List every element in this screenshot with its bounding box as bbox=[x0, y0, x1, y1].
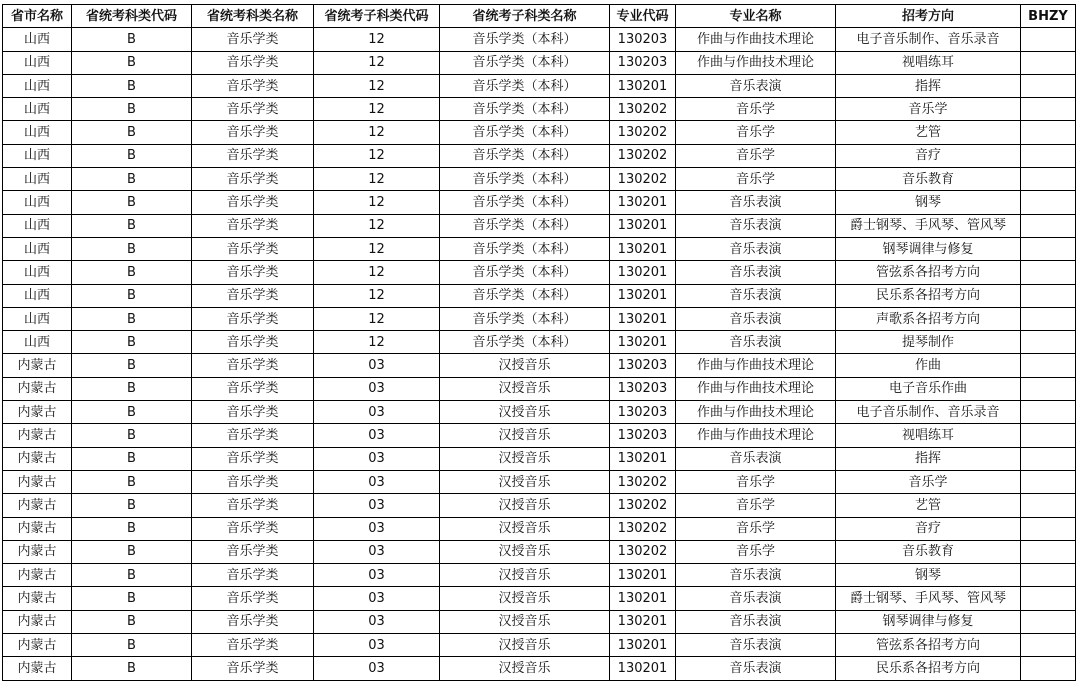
province-cell: 山西 bbox=[3, 307, 72, 330]
direction-cell: 钢琴 bbox=[836, 564, 1021, 587]
table-row bbox=[3, 168, 1076, 191]
bhzy-cell bbox=[1021, 424, 1076, 447]
province-cell: 内蒙古 bbox=[3, 564, 72, 587]
category-name-cell: 音乐学类 bbox=[192, 191, 314, 214]
table-row bbox=[3, 354, 1076, 377]
major-code-cell: 130202 bbox=[610, 121, 676, 144]
major-name-cell: 音乐表演 bbox=[676, 587, 836, 610]
category-code-cell: B bbox=[72, 517, 192, 540]
subcategory-code-cell: 03 bbox=[314, 587, 440, 610]
major-code-cell: 130201 bbox=[610, 307, 676, 330]
subcategory-name-cell: 音乐学类（本科） bbox=[440, 307, 610, 330]
bhzy-cell bbox=[1021, 51, 1076, 74]
major-name-cell: 音乐表演 bbox=[676, 284, 836, 307]
table-row bbox=[3, 401, 1076, 424]
subcategory-code-cell: 12 bbox=[314, 261, 440, 284]
table-row bbox=[3, 517, 1076, 540]
direction-cell: 视唱练耳 bbox=[836, 51, 1021, 74]
province-cell: 内蒙古 bbox=[3, 377, 72, 400]
header-direction: 招考方向 bbox=[836, 5, 1021, 28]
table-row bbox=[3, 51, 1076, 74]
major-name-cell: 音乐表演 bbox=[676, 564, 836, 587]
table-row bbox=[3, 121, 1076, 144]
major-code-cell: 130203 bbox=[610, 424, 676, 447]
category-code-cell: B bbox=[72, 470, 192, 493]
direction-cell: 音乐教育 bbox=[836, 540, 1021, 563]
subcategory-name-cell: 汉授音乐 bbox=[440, 377, 610, 400]
subcategory-name-cell: 汉授音乐 bbox=[440, 517, 610, 540]
major-code-cell: 130201 bbox=[610, 331, 676, 354]
table-row bbox=[3, 144, 1076, 167]
category-name-cell: 音乐学类 bbox=[192, 284, 314, 307]
category-name-cell: 音乐学类 bbox=[192, 237, 314, 260]
province-cell: 内蒙古 bbox=[3, 657, 72, 680]
category-name-cell: 音乐学类 bbox=[192, 564, 314, 587]
table-row bbox=[3, 610, 1076, 633]
direction-cell: 音乐学 bbox=[836, 470, 1021, 493]
subcategory-code-cell: 03 bbox=[314, 494, 440, 517]
category-name-cell: 音乐学类 bbox=[192, 610, 314, 633]
province-cell: 内蒙古 bbox=[3, 610, 72, 633]
subcategory-name-cell: 汉授音乐 bbox=[440, 401, 610, 424]
province-cell: 内蒙古 bbox=[3, 517, 72, 540]
bhzy-cell bbox=[1021, 564, 1076, 587]
subcategory-code-cell: 03 bbox=[314, 424, 440, 447]
subcategory-name-cell: 汉授音乐 bbox=[440, 634, 610, 657]
header-major-code: 专业代码 bbox=[610, 5, 676, 28]
category-name-cell: 音乐学类 bbox=[192, 307, 314, 330]
subcategory-name-cell: 汉授音乐 bbox=[440, 470, 610, 493]
major-name-cell: 音乐表演 bbox=[676, 261, 836, 284]
table-row bbox=[3, 331, 1076, 354]
subcategory-name-cell: 音乐学类（本科） bbox=[440, 51, 610, 74]
major-code-cell: 130201 bbox=[610, 284, 676, 307]
table-row bbox=[3, 657, 1076, 680]
category-code-cell: B bbox=[72, 331, 192, 354]
subcategory-code-cell: 03 bbox=[314, 377, 440, 400]
major-code-cell: 130202 bbox=[610, 517, 676, 540]
bhzy-cell bbox=[1021, 447, 1076, 470]
province-cell: 山西 bbox=[3, 51, 72, 74]
header-province: 省市名称 bbox=[3, 5, 72, 28]
bhzy-cell bbox=[1021, 28, 1076, 51]
major-code-cell: 130202 bbox=[610, 168, 676, 191]
bhzy-cell bbox=[1021, 470, 1076, 493]
table-row bbox=[3, 587, 1076, 610]
category-name-cell: 音乐学类 bbox=[192, 98, 314, 121]
category-code-cell: B bbox=[72, 377, 192, 400]
bhzy-cell bbox=[1021, 98, 1076, 121]
major-name-cell: 作曲与作曲技术理论 bbox=[676, 401, 836, 424]
category-name-cell: 音乐学类 bbox=[192, 401, 314, 424]
province-cell: 内蒙古 bbox=[3, 424, 72, 447]
subcategory-name-cell: 音乐学类（本科） bbox=[440, 331, 610, 354]
province-cell: 内蒙古 bbox=[3, 587, 72, 610]
major-code-cell: 130202 bbox=[610, 144, 676, 167]
bhzy-cell bbox=[1021, 587, 1076, 610]
table-row bbox=[3, 377, 1076, 400]
table-row bbox=[3, 191, 1076, 214]
direction-cell: 管弦系各招考方向 bbox=[836, 261, 1021, 284]
direction-cell: 钢琴调律与修复 bbox=[836, 610, 1021, 633]
table-row bbox=[3, 237, 1076, 260]
subcategory-code-cell: 12 bbox=[314, 214, 440, 237]
province-cell: 山西 bbox=[3, 331, 72, 354]
direction-cell: 钢琴调律与修复 bbox=[836, 237, 1021, 260]
subcategory-name-cell: 音乐学类（本科） bbox=[440, 168, 610, 191]
direction-cell: 艺管 bbox=[836, 121, 1021, 144]
category-code-cell: B bbox=[72, 237, 192, 260]
major-name-cell: 音乐表演 bbox=[676, 307, 836, 330]
subcategory-code-cell: 12 bbox=[314, 331, 440, 354]
major-code-cell: 130201 bbox=[610, 237, 676, 260]
category-code-cell: B bbox=[72, 354, 192, 377]
province-cell: 山西 bbox=[3, 144, 72, 167]
major-name-cell: 音乐表演 bbox=[676, 191, 836, 214]
bhzy-cell bbox=[1021, 610, 1076, 633]
direction-cell: 电子音乐作曲 bbox=[836, 377, 1021, 400]
major-code-cell: 130203 bbox=[610, 401, 676, 424]
province-cell: 内蒙古 bbox=[3, 540, 72, 563]
bhzy-cell bbox=[1021, 517, 1076, 540]
province-cell: 内蒙古 bbox=[3, 447, 72, 470]
major-code-cell: 130203 bbox=[610, 354, 676, 377]
table-row bbox=[3, 28, 1076, 51]
category-name-cell: 音乐学类 bbox=[192, 261, 314, 284]
bhzy-cell bbox=[1021, 634, 1076, 657]
major-name-cell: 音乐表演 bbox=[676, 447, 836, 470]
major-name-cell: 音乐学 bbox=[676, 144, 836, 167]
subcategory-name-cell: 音乐学类（本科） bbox=[440, 121, 610, 144]
category-name-cell: 音乐学类 bbox=[192, 354, 314, 377]
direction-cell: 管弦系各招考方向 bbox=[836, 634, 1021, 657]
category-name-cell: 音乐学类 bbox=[192, 121, 314, 144]
category-code-cell: B bbox=[72, 121, 192, 144]
province-cell: 山西 bbox=[3, 74, 72, 97]
subcategory-name-cell: 汉授音乐 bbox=[440, 424, 610, 447]
table-body bbox=[3, 28, 1076, 680]
bhzy-cell bbox=[1021, 494, 1076, 517]
major-name-cell: 作曲与作曲技术理论 bbox=[676, 51, 836, 74]
category-code-cell: B bbox=[72, 98, 192, 121]
header-subcategory-name: 省统考子科类名称 bbox=[440, 5, 610, 28]
major-name-cell: 音乐表演 bbox=[676, 657, 836, 680]
direction-cell: 提琴制作 bbox=[836, 331, 1021, 354]
subcategory-code-cell: 03 bbox=[314, 610, 440, 633]
major-name-cell: 作曲与作曲技术理论 bbox=[676, 354, 836, 377]
table-row bbox=[3, 424, 1076, 447]
subcategory-name-cell: 音乐学类（本科） bbox=[440, 28, 610, 51]
subcategory-name-cell: 汉授音乐 bbox=[440, 494, 610, 517]
major-code-cell: 130203 bbox=[610, 377, 676, 400]
category-code-cell: B bbox=[72, 144, 192, 167]
category-name-cell: 音乐学类 bbox=[192, 331, 314, 354]
subcategory-code-cell: 03 bbox=[314, 517, 440, 540]
province-cell: 山西 bbox=[3, 261, 72, 284]
subcategory-code-cell: 03 bbox=[314, 564, 440, 587]
category-name-cell: 音乐学类 bbox=[192, 377, 314, 400]
category-name-cell: 音乐学类 bbox=[192, 634, 314, 657]
major-name-cell: 音乐表演 bbox=[676, 331, 836, 354]
category-code-cell: B bbox=[72, 494, 192, 517]
subcategory-code-cell: 12 bbox=[314, 28, 440, 51]
direction-cell: 指挥 bbox=[836, 447, 1021, 470]
category-name-cell: 音乐学类 bbox=[192, 587, 314, 610]
direction-cell: 爵士钢琴、手风琴、管风琴 bbox=[836, 214, 1021, 237]
province-cell: 内蒙古 bbox=[3, 634, 72, 657]
subcategory-name-cell: 音乐学类（本科） bbox=[440, 237, 610, 260]
direction-cell: 爵士钢琴、手风琴、管风琴 bbox=[836, 587, 1021, 610]
direction-cell: 音疗 bbox=[836, 517, 1021, 540]
subcategory-code-cell: 12 bbox=[314, 191, 440, 214]
major-name-cell: 音乐学 bbox=[676, 168, 836, 191]
category-code-cell: B bbox=[72, 610, 192, 633]
direction-cell: 钢琴 bbox=[836, 191, 1021, 214]
header-subcategory-code: 省统考子科类代码 bbox=[314, 5, 440, 28]
category-code-cell: B bbox=[72, 191, 192, 214]
major-name-cell: 音乐表演 bbox=[676, 610, 836, 633]
major-name-cell: 作曲与作曲技术理论 bbox=[676, 377, 836, 400]
subcategory-name-cell: 音乐学类（本科） bbox=[440, 74, 610, 97]
category-code-cell: B bbox=[72, 168, 192, 191]
major-name-cell: 作曲与作曲技术理论 bbox=[676, 424, 836, 447]
major-code-cell: 130202 bbox=[610, 494, 676, 517]
direction-cell: 作曲 bbox=[836, 354, 1021, 377]
major-name-cell: 音乐表演 bbox=[676, 634, 836, 657]
admissions-table bbox=[2, 4, 1076, 681]
table-row bbox=[3, 284, 1076, 307]
direction-cell: 电子音乐制作、音乐录音 bbox=[836, 401, 1021, 424]
category-code-cell: B bbox=[72, 307, 192, 330]
category-name-cell: 音乐学类 bbox=[192, 540, 314, 563]
category-code-cell: B bbox=[72, 564, 192, 587]
province-cell: 山西 bbox=[3, 28, 72, 51]
category-code-cell: B bbox=[72, 261, 192, 284]
subcategory-code-cell: 12 bbox=[314, 237, 440, 260]
category-name-cell: 音乐学类 bbox=[192, 51, 314, 74]
direction-cell: 音乐学 bbox=[836, 98, 1021, 121]
province-cell: 内蒙古 bbox=[3, 470, 72, 493]
major-code-cell: 130201 bbox=[610, 191, 676, 214]
province-cell: 内蒙古 bbox=[3, 401, 72, 424]
header-category-name: 省统考科类名称 bbox=[192, 5, 314, 28]
subcategory-name-cell: 汉授音乐 bbox=[440, 540, 610, 563]
table-row bbox=[3, 447, 1076, 470]
bhzy-cell bbox=[1021, 237, 1076, 260]
header-row bbox=[3, 5, 1076, 28]
major-code-cell: 130201 bbox=[610, 657, 676, 680]
direction-cell: 音疗 bbox=[836, 144, 1021, 167]
major-name-cell: 音乐学 bbox=[676, 540, 836, 563]
table-row bbox=[3, 307, 1076, 330]
bhzy-cell bbox=[1021, 261, 1076, 284]
direction-cell: 视唱练耳 bbox=[836, 424, 1021, 447]
subcategory-name-cell: 汉授音乐 bbox=[440, 564, 610, 587]
major-code-cell: 130201 bbox=[610, 610, 676, 633]
category-name-cell: 音乐学类 bbox=[192, 517, 314, 540]
bhzy-cell bbox=[1021, 74, 1076, 97]
major-name-cell: 音乐表演 bbox=[676, 74, 836, 97]
direction-cell: 指挥 bbox=[836, 74, 1021, 97]
bhzy-cell bbox=[1021, 401, 1076, 424]
bhzy-cell bbox=[1021, 540, 1076, 563]
bhzy-cell bbox=[1021, 377, 1076, 400]
subcategory-code-cell: 12 bbox=[314, 51, 440, 74]
subcategory-name-cell: 音乐学类（本科） bbox=[440, 191, 610, 214]
direction-cell: 艺管 bbox=[836, 494, 1021, 517]
table-row bbox=[3, 74, 1076, 97]
category-code-cell: B bbox=[72, 401, 192, 424]
major-name-cell: 作曲与作曲技术理论 bbox=[676, 28, 836, 51]
table-row bbox=[3, 634, 1076, 657]
major-code-cell: 130202 bbox=[610, 540, 676, 563]
subcategory-code-cell: 12 bbox=[314, 168, 440, 191]
category-name-cell: 音乐学类 bbox=[192, 168, 314, 191]
major-code-cell: 130201 bbox=[610, 74, 676, 97]
category-name-cell: 音乐学类 bbox=[192, 657, 314, 680]
province-cell: 山西 bbox=[3, 191, 72, 214]
bhzy-cell bbox=[1021, 331, 1076, 354]
category-name-cell: 音乐学类 bbox=[192, 28, 314, 51]
bhzy-cell bbox=[1021, 354, 1076, 377]
category-code-cell: B bbox=[72, 74, 192, 97]
province-cell: 山西 bbox=[3, 284, 72, 307]
major-code-cell: 130202 bbox=[610, 470, 676, 493]
subcategory-code-cell: 03 bbox=[314, 540, 440, 563]
category-code-cell: B bbox=[72, 214, 192, 237]
major-code-cell: 130201 bbox=[610, 214, 676, 237]
major-code-cell: 130202 bbox=[610, 98, 676, 121]
major-name-cell: 音乐表演 bbox=[676, 237, 836, 260]
province-cell: 山西 bbox=[3, 214, 72, 237]
table-row bbox=[3, 564, 1076, 587]
subcategory-name-cell: 汉授音乐 bbox=[440, 447, 610, 470]
subcategory-code-cell: 03 bbox=[314, 657, 440, 680]
subcategory-code-cell: 03 bbox=[314, 401, 440, 424]
category-code-cell: B bbox=[72, 447, 192, 470]
subcategory-name-cell: 汉授音乐 bbox=[440, 657, 610, 680]
subcategory-name-cell: 音乐学类（本科） bbox=[440, 284, 610, 307]
bhzy-cell bbox=[1021, 168, 1076, 191]
subcategory-name-cell: 音乐学类（本科） bbox=[440, 98, 610, 121]
bhzy-cell bbox=[1021, 284, 1076, 307]
bhzy-cell bbox=[1021, 657, 1076, 680]
major-code-cell: 130201 bbox=[610, 634, 676, 657]
subcategory-code-cell: 12 bbox=[314, 284, 440, 307]
bhzy-cell bbox=[1021, 191, 1076, 214]
subcategory-code-cell: 03 bbox=[314, 354, 440, 377]
subcategory-code-cell: 12 bbox=[314, 144, 440, 167]
province-cell: 山西 bbox=[3, 168, 72, 191]
subcategory-name-cell: 音乐学类（本科） bbox=[440, 261, 610, 284]
bhzy-cell bbox=[1021, 307, 1076, 330]
category-name-cell: 音乐学类 bbox=[192, 74, 314, 97]
direction-cell: 民乐系各招考方向 bbox=[836, 284, 1021, 307]
major-code-cell: 130201 bbox=[610, 261, 676, 284]
province-cell: 内蒙古 bbox=[3, 354, 72, 377]
province-cell: 内蒙古 bbox=[3, 494, 72, 517]
category-name-cell: 音乐学类 bbox=[192, 470, 314, 493]
category-code-cell: B bbox=[72, 657, 192, 680]
subcategory-code-cell: 12 bbox=[314, 74, 440, 97]
direction-cell: 音乐教育 bbox=[836, 168, 1021, 191]
table-row bbox=[3, 494, 1076, 517]
category-name-cell: 音乐学类 bbox=[192, 447, 314, 470]
header-major-name: 专业名称 bbox=[676, 5, 836, 28]
table-row bbox=[3, 540, 1076, 563]
subcategory-name-cell: 音乐学类（本科） bbox=[440, 214, 610, 237]
major-name-cell: 音乐学 bbox=[676, 517, 836, 540]
major-name-cell: 音乐学 bbox=[676, 98, 836, 121]
bhzy-cell bbox=[1021, 144, 1076, 167]
subcategory-name-cell: 汉授音乐 bbox=[440, 610, 610, 633]
bhzy-cell bbox=[1021, 121, 1076, 144]
subcategory-code-cell: 03 bbox=[314, 447, 440, 470]
province-cell: 山西 bbox=[3, 121, 72, 144]
header-bhzy: BHZY bbox=[1021, 5, 1076, 28]
subcategory-code-cell: 03 bbox=[314, 634, 440, 657]
subcategory-name-cell: 汉授音乐 bbox=[440, 354, 610, 377]
major-code-cell: 130203 bbox=[610, 28, 676, 51]
subcategory-code-cell: 12 bbox=[314, 121, 440, 144]
category-code-cell: B bbox=[72, 540, 192, 563]
direction-cell: 声歌系各招考方向 bbox=[836, 307, 1021, 330]
table-row bbox=[3, 98, 1076, 121]
subcategory-name-cell: 音乐学类（本科） bbox=[440, 144, 610, 167]
category-code-cell: B bbox=[72, 28, 192, 51]
major-code-cell: 130201 bbox=[610, 564, 676, 587]
category-name-cell: 音乐学类 bbox=[192, 494, 314, 517]
category-code-cell: B bbox=[72, 284, 192, 307]
bhzy-cell bbox=[1021, 214, 1076, 237]
major-name-cell: 音乐表演 bbox=[676, 214, 836, 237]
category-code-cell: B bbox=[72, 51, 192, 74]
province-cell: 山西 bbox=[3, 98, 72, 121]
major-name-cell: 音乐学 bbox=[676, 470, 836, 493]
subcategory-code-cell: 12 bbox=[314, 307, 440, 330]
subcategory-code-cell: 03 bbox=[314, 470, 440, 493]
subcategory-code-cell: 12 bbox=[314, 98, 440, 121]
major-code-cell: 130201 bbox=[610, 587, 676, 610]
header-category-code: 省统考科类代码 bbox=[72, 5, 192, 28]
category-name-cell: 音乐学类 bbox=[192, 144, 314, 167]
major-name-cell: 音乐学 bbox=[676, 494, 836, 517]
table-row bbox=[3, 470, 1076, 493]
table-row bbox=[3, 261, 1076, 284]
direction-cell: 电子音乐制作、音乐录音 bbox=[836, 28, 1021, 51]
category-code-cell: B bbox=[72, 634, 192, 657]
category-code-cell: B bbox=[72, 424, 192, 447]
province-cell: 山西 bbox=[3, 237, 72, 260]
direction-cell: 民乐系各招考方向 bbox=[836, 657, 1021, 680]
category-code-cell: B bbox=[72, 587, 192, 610]
category-name-cell: 音乐学类 bbox=[192, 214, 314, 237]
table-row bbox=[3, 214, 1076, 237]
subcategory-name-cell: 汉授音乐 bbox=[440, 587, 610, 610]
major-code-cell: 130203 bbox=[610, 51, 676, 74]
major-code-cell: 130201 bbox=[610, 447, 676, 470]
category-name-cell: 音乐学类 bbox=[192, 424, 314, 447]
major-name-cell: 音乐学 bbox=[676, 121, 836, 144]
